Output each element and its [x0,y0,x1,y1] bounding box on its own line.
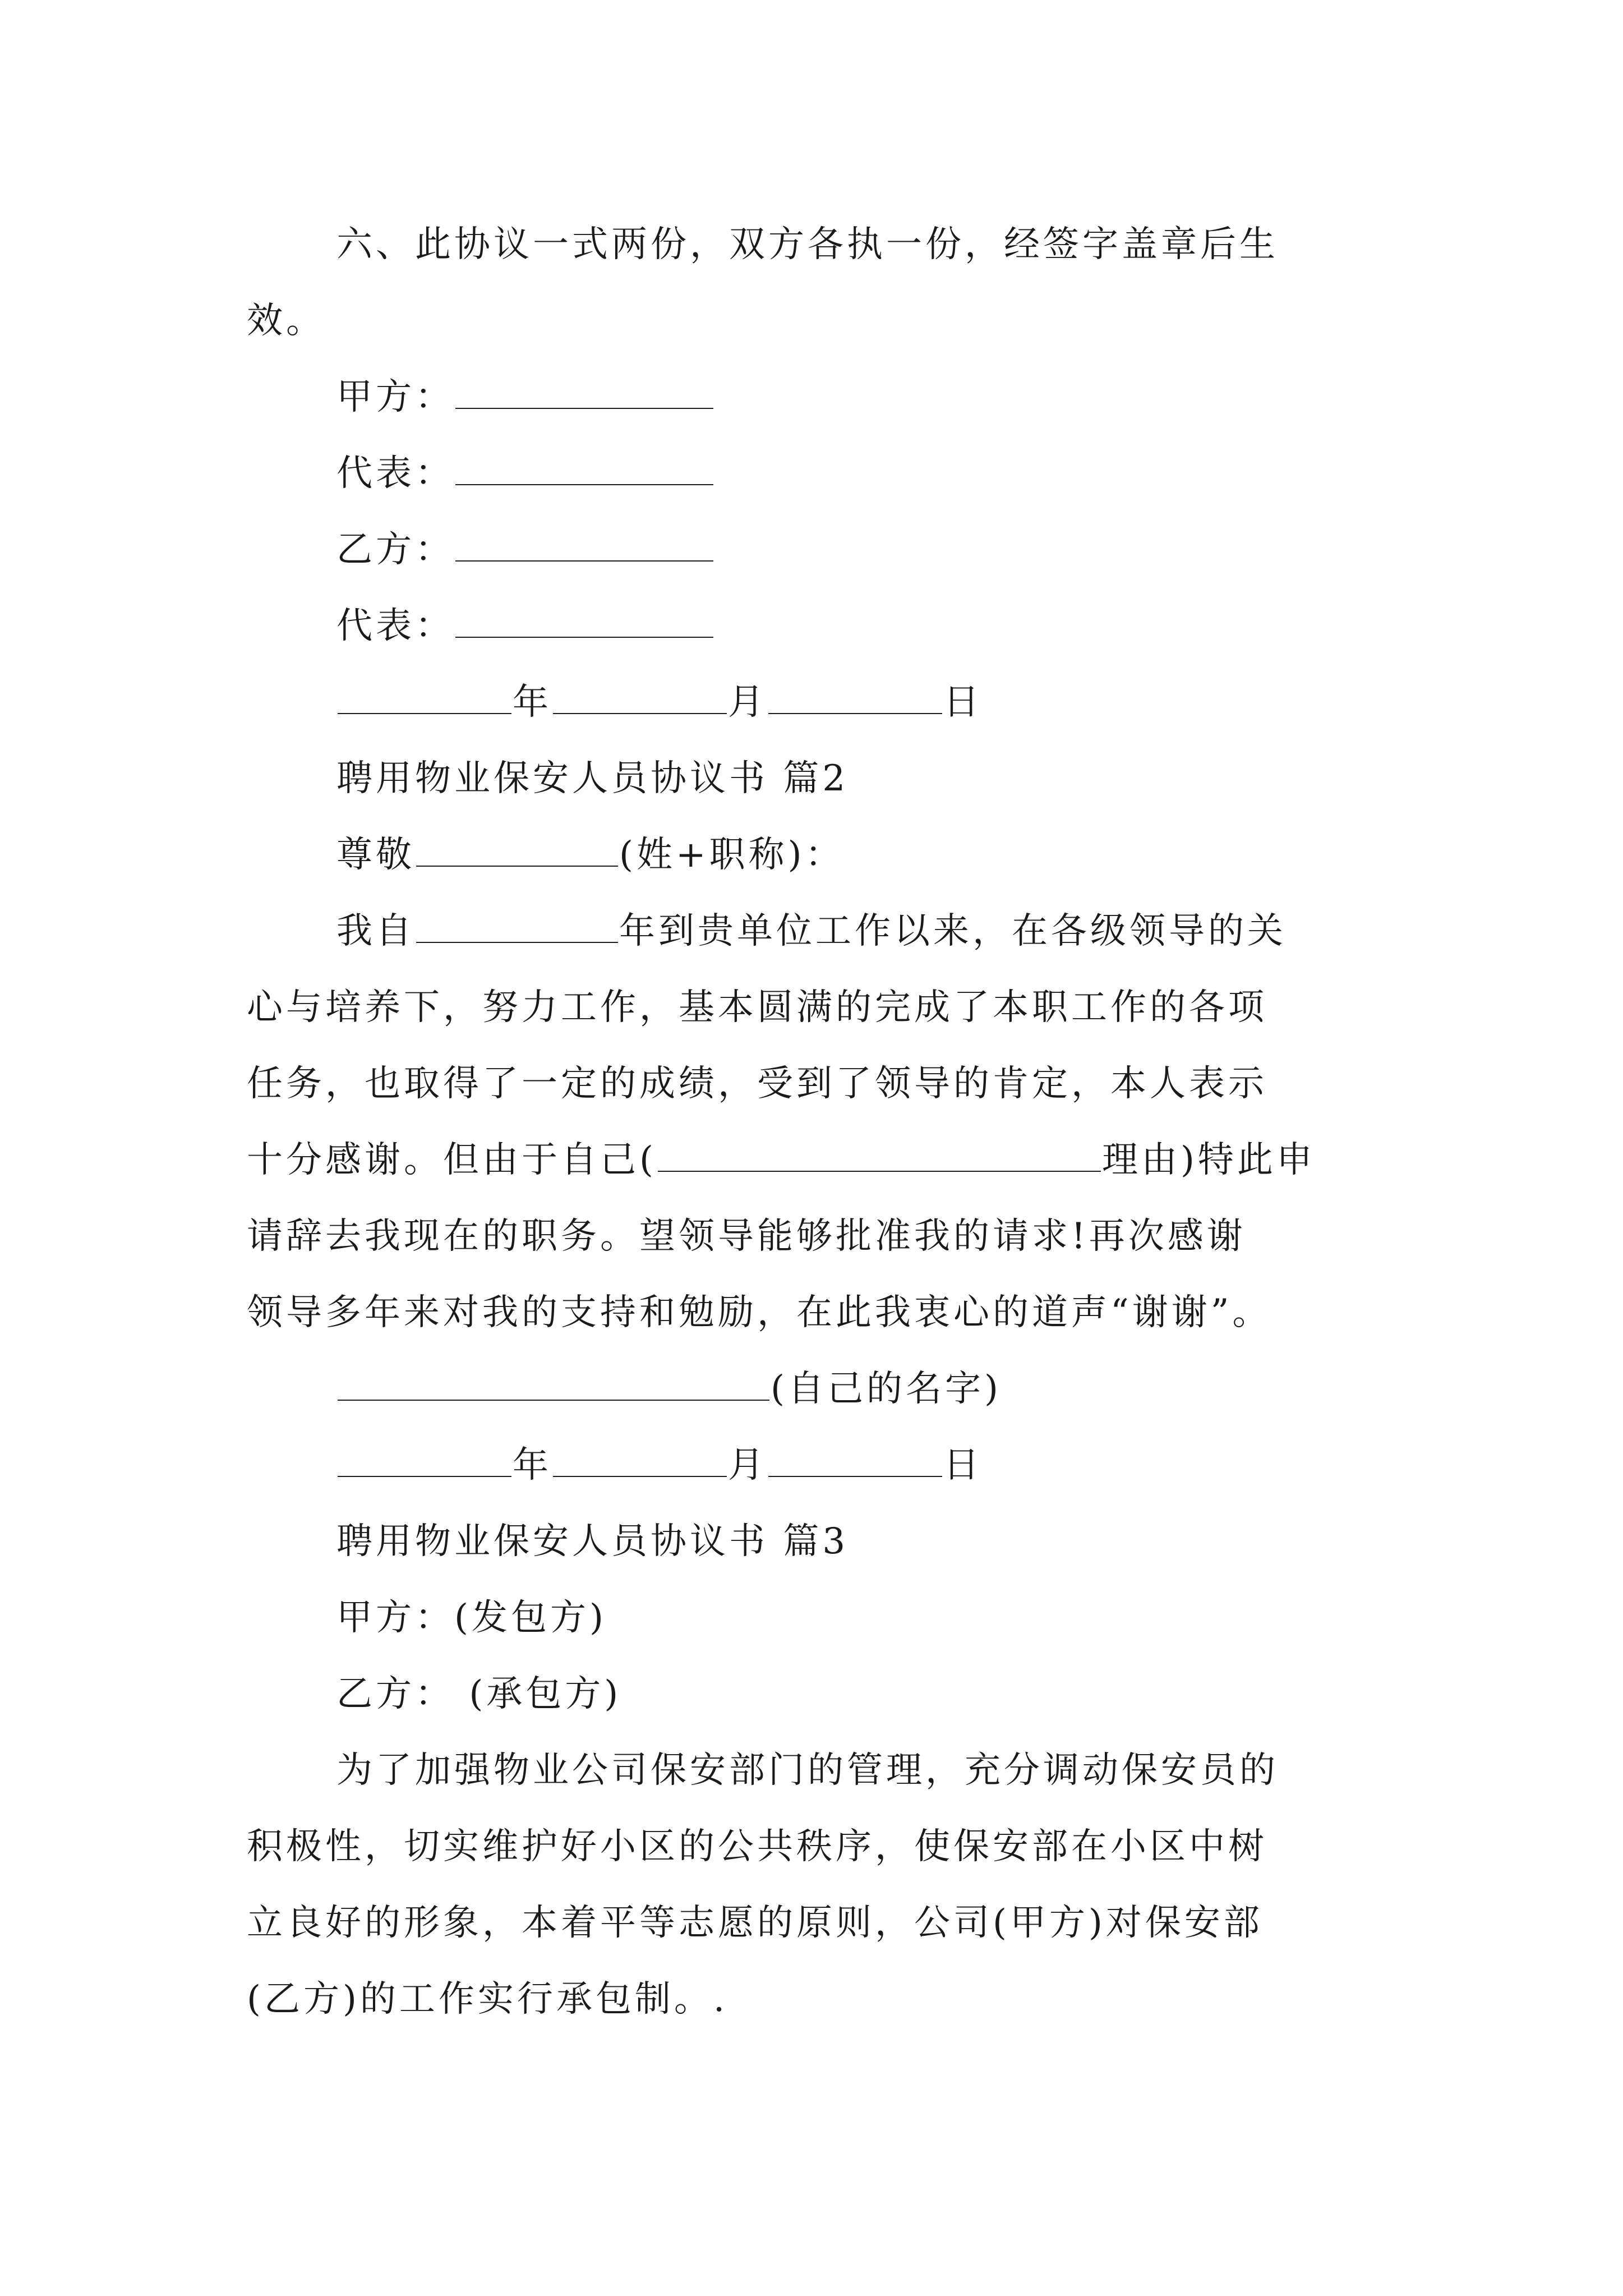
piece2-signature-line [336,1368,1002,1410]
reason-blank[interactable] [658,1170,1101,1172]
clause-six-line-1: 六、此协议一式两份，双方各执一份，经签字盖章后生 [336,224,1279,265]
piece2-body-line-6: 领导多年来对我的支持和勉励，在此我衷心的道声“谢谢”。 [247,1292,1272,1333]
year-label: 年 [513,682,552,723]
date-line-2 [336,1444,983,1486]
rep-a-signature-line [336,453,714,494]
piece3-party-a: 甲方：(发包方) [336,1597,607,1639]
date-line-1 [336,682,983,723]
year-blank[interactable] [338,712,511,714]
day-label-2: 日 [943,1444,983,1486]
clause-six-line-2: 效。 [247,300,325,342]
party-a-signature-line [336,376,714,418]
month-blank-2[interactable] [553,1475,727,1477]
party-b-blank[interactable] [455,560,713,562]
day-label: 日 [943,682,983,723]
piece3-party-b: 乙方： (承包方) [336,1673,622,1715]
salutation-name-blank[interactable] [416,865,618,867]
piece3-title: 聘用物业保安人员协议书 篇3 [336,1521,849,1562]
month-blank[interactable] [553,712,727,714]
month-label: 月 [728,682,767,723]
piece3-body-line-2: 积极性，切实维护好小区的公共秩序，使保安部在小区中树 [247,1826,1267,1867]
body-l4-prefix: 十分感谢。但由于自己( [247,1139,657,1181]
piece2-salutation [336,834,845,876]
party-b-signature-line [336,529,714,570]
salutation-suffix: (姓+职称)： [619,834,845,876]
day-blank[interactable] [768,712,942,714]
piece2-title: 聘用物业保安人员协议书 篇2 [336,758,849,799]
party-a-label: 甲方： [336,376,454,418]
piece2-body-line-3: 任务，也取得了一定的成绩，受到了领导的肯定，本人表示 [247,1063,1267,1105]
piece3-body-line-4: (乙方)的工作实行承包制。. [247,1978,728,2020]
party-b-label: 乙方： [336,529,454,570]
body-l1-prefix: 我自 [336,910,415,952]
rep-b-label: 代表： [336,605,454,647]
body-l1-suffix: 年到贵单位工作以来，在各级领导的关 [619,910,1287,952]
piece2-body-line-2: 心与培养下，努力工作，基本圆满的完成了本职工作的各项 [247,987,1267,1028]
piece2-body-line-1 [336,910,1287,952]
month-label-2: 月 [728,1444,767,1486]
salutation-prefix: 尊敬 [336,834,415,876]
piece2-body-line-5: 请辞去我现在的职务。望领导能够批准我的请求!再次感谢 [247,1216,1246,1257]
start-year-blank[interactable] [416,941,618,943]
year-blank-2[interactable] [338,1475,511,1477]
rep-a-label: 代表： [336,453,454,494]
day-blank-2[interactable] [768,1475,942,1477]
body-l4-suffix: 理由)特此申 [1101,1139,1316,1181]
piece3-body-line-3: 立良好的形象，本着平等志愿的原则，公司(甲方)对保安部 [247,1902,1263,1944]
signature-name-blank[interactable] [338,1399,769,1401]
signature-suffix: (自己的名字) [771,1368,1002,1410]
year-label-2: 年 [513,1444,552,1486]
piece2-body-line-4 [247,1139,1316,1181]
rep-b-blank[interactable] [455,636,713,638]
party-a-blank[interactable] [455,407,713,409]
rep-b-signature-line [336,605,714,647]
piece3-body-line-1: 为了加强物业公司保安部门的管理，充分调动保安员的 [336,1750,1279,1791]
rep-a-blank[interactable] [455,484,713,485]
